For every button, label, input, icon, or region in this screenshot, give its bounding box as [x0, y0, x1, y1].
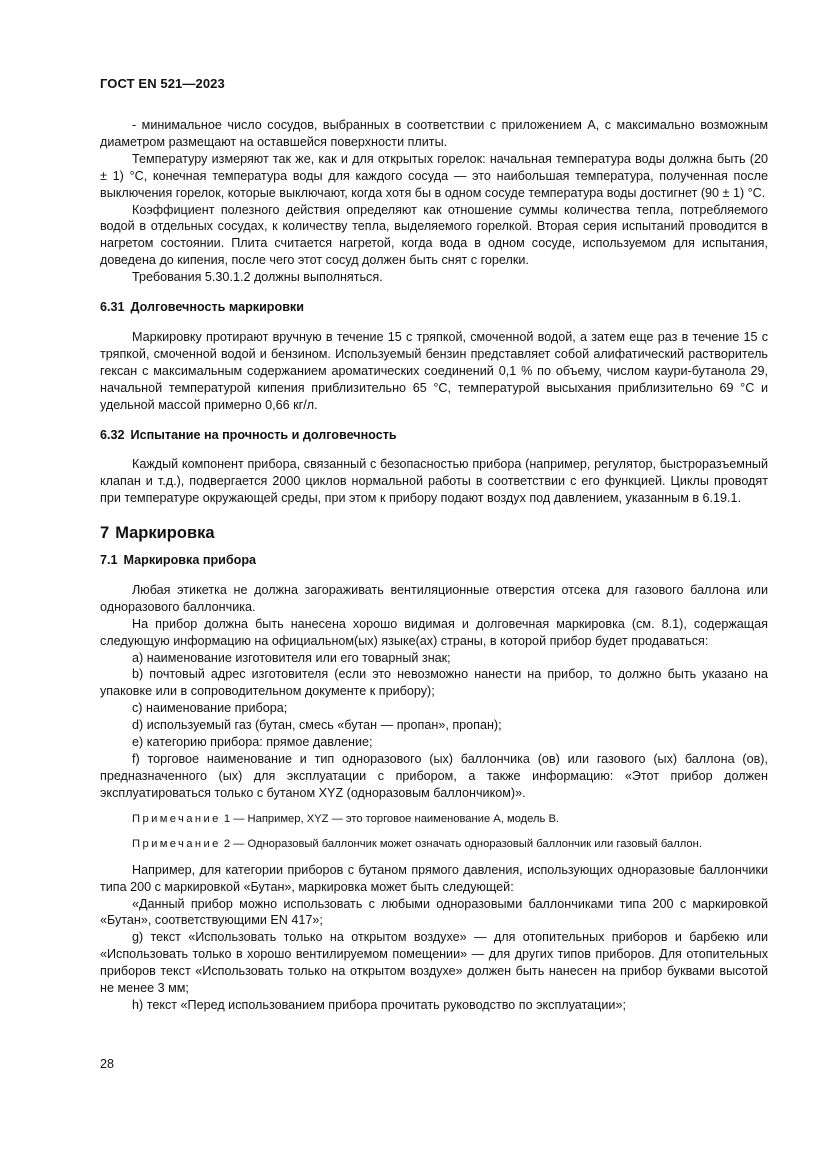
paragraph: - минимальное число сосудов, выбранных в соответствии с приложением А, с максимально возможным диаметром размещают на оставшейся поверхности плиты.	[100, 118, 768, 149]
list-item-g: g) текст «Использовать только на открытом воздухе» — для отопительных приборов и барбекю или «Использовать только в хорошо вентилируемом помещении» — для других типов приборов. Для отопительных приборов текст «Использовать только на открытом воздухе» должен быть нанесен на прибор буквами высотой не менее 3 мм;	[100, 930, 768, 996]
note-text: — Например, XYZ — это торговое наименование А, модель В.	[233, 812, 560, 825]
note-1	[100, 812, 768, 827]
note-number: 2	[223, 837, 231, 850]
document-code-header: ГОСТ EN 521—2023	[100, 76, 225, 91]
list-item-f: f) торговое наименование и тип одноразового (ых) баллончика (ов) или газового (ых) баллона (ов), предназначенного (ых) для эксплуатации с прибором, а также информацию: «Этот прибор должен эксплуатироваться только с бутаном XYZ (одноразовым баллончиком)».	[100, 752, 768, 800]
note-2	[100, 837, 768, 852]
page-number: 28	[100, 1057, 115, 1071]
note-number: 1	[223, 812, 231, 825]
paragraph: Любая этикетка не должна загораживать вентиляционные отверстия отсека для газового баллона или одноразового баллончика.	[100, 582, 768, 614]
list-item-b: b) почтовый адрес изготовителя (если это невозможно нанести на прибор, то должно быть указано на упаковке или в сопроводительном документе к прибору);	[100, 667, 768, 699]
list-item-c: c) наименование прибора;	[132, 701, 288, 716]
section-title: Испытание на прочность и долговечность	[130, 427, 397, 442]
list-item-h: h) текст «Перед использованием прибора прочитать руководство по эксплуатации»;	[132, 997, 626, 1012]
section-heading-6-31	[100, 299, 768, 316]
section-heading-6-32	[100, 427, 768, 444]
section-number: 7.1	[100, 553, 118, 568]
section-number: 7	[100, 524, 110, 543]
list-item-d: d) используемый газ (бутан, смесь «бутан — пропан», пропан);	[132, 718, 502, 733]
paragraph: Коэффициент полезного действия определяют как отношение суммы количества тепла, потребляемого водой в отдельных сосудах, к количеству тепла, выделяемого горелкой. Вторая серия испытаний проводится в нагретом состоянии. Плита считается нагретой, когда вода в одном сосуде, используемом для испытания, доведена до кипения, после чего этот сосуд должен быть снят с горелки.	[100, 202, 768, 268]
paragraph: «Данный прибор можно использовать с любыми одноразовыми баллончиками типа 200 с маркировкой «Бутан», соответствующими EN 417»;	[100, 896, 768, 928]
section-heading-7	[100, 525, 768, 542]
section-number: 6.32	[100, 427, 125, 442]
paragraph: Каждый компонент прибора, связанный с безопасностью прибора (например, регулятор, быстроразъемный клапан и т.д.), подвергается 2000 циклов нормальной работы в соответствии с его функцией. Циклы проводят при температуре окружающей среды, при этом к прибору подают воздух под давлением, указанным в 6.19.1.	[100, 457, 768, 506]
note-label: Примечание	[132, 837, 221, 850]
list-item-e: e) категорию прибора: прямое давление;	[132, 735, 373, 750]
note-text: — Одноразовый баллончик может означать одноразовый баллончик или газовый баллон.	[233, 837, 702, 850]
list-item-a: a) наименование изготовителя или его товарный знак;	[132, 650, 451, 665]
section-number: 6.31	[100, 300, 125, 315]
note-label: Примечание	[132, 812, 221, 825]
paragraph: Требования 5.30.1.2 должны выполняться.	[132, 270, 383, 285]
page-content	[100, 117, 768, 1014]
section-heading-7-1	[100, 552, 768, 569]
paragraph: На прибор должна быть нанесена хорошо видимая и долговечная маркировка (см. 8.1), содержащая следующую информацию на официальном(ых) языке(ах) страны, в которой прибор будет продаваться:	[100, 616, 768, 648]
paragraph: Температуру измеряют так же, как и для открытых горелок: начальная температура воды должна быть (20 ± 1) °С, конечная температура воды для каждого сосуда — это наибольшая температура, полученная после выключения горелок, которые выключают, когда хотя бы в одном сосуде температура воды достигнет (90 ± 1) °С.	[100, 151, 768, 200]
section-title: Долговечность маркировки	[130, 300, 304, 315]
paragraph: Например, для категории приборов с бутаном прямого давления, использующих одноразовые баллончики типа 200 с маркировкой «Бутан», маркировка может быть следующей:	[100, 862, 768, 894]
section-title: Маркировка	[115, 524, 215, 543]
paragraph: Маркировку протирают вручную в течение 15 с тряпкой, смоченной водой, а затем еще раз в течение 15 с тряпкой, смоченной водой и бензином. Используемый бензин представляет собой алифатический растворитель гексан с максимальным содержанием ароматических соединений 0,1 % по объему, числом каури-бутанола 29, начальной температурой кипения приблизительно 65 °С, температурой высыхания приблизительно 69 °С и удельной массой примерно 0,66 кг/л.	[100, 329, 768, 412]
section-title: Маркировка прибора	[123, 553, 257, 568]
